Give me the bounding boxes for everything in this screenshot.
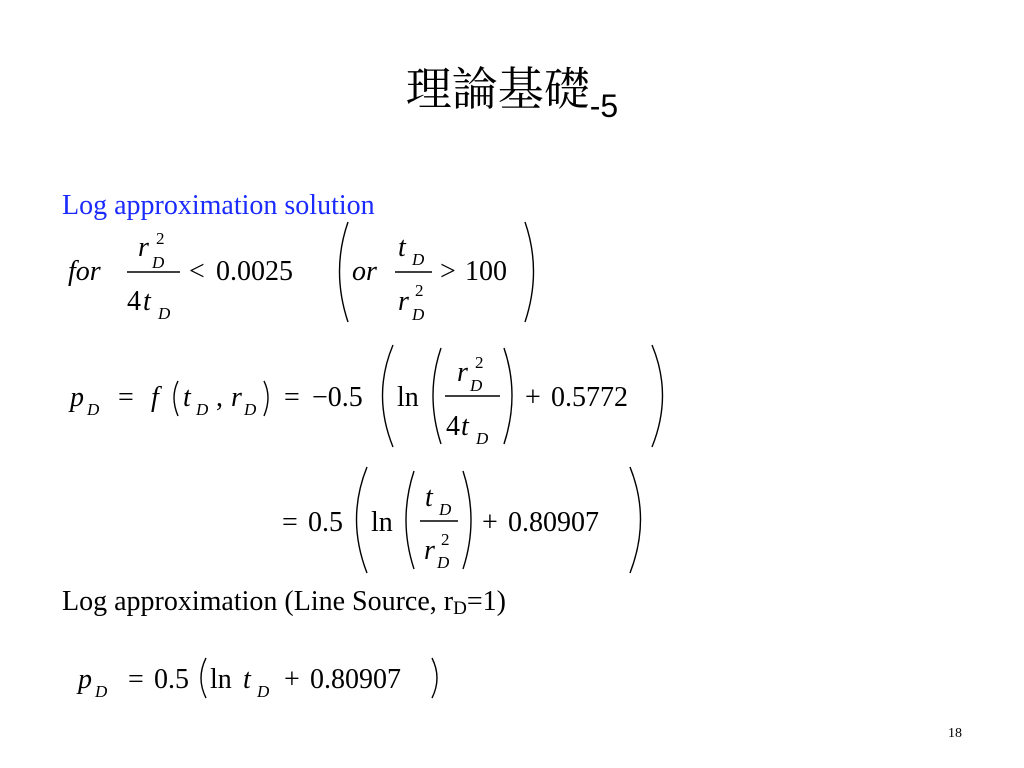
eq4-right-paren bbox=[432, 658, 437, 698]
eq1-num-sup: 2 bbox=[156, 229, 165, 248]
page-number: 18 bbox=[948, 726, 962, 741]
eq2-inner-right-paren bbox=[504, 348, 512, 444]
eq4-t: t bbox=[243, 664, 251, 695]
eq2-comma: , bbox=[216, 382, 223, 413]
heading2-subscript: D bbox=[453, 598, 467, 619]
eq4-equals: = bbox=[128, 664, 144, 695]
eq1-den2-r: r bbox=[398, 286, 409, 317]
heading2-end: =1) bbox=[466, 586, 506, 617]
eq2-num-sup: 2 bbox=[475, 353, 484, 372]
eq2-outer-left-paren bbox=[383, 345, 394, 447]
eq2-t-sub: D bbox=[196, 400, 209, 419]
eq4-left-paren bbox=[201, 658, 206, 698]
eq3-den-sub: D bbox=[437, 553, 450, 572]
eq1-greater-than: > bbox=[440, 256, 456, 287]
equation-1-validity-condition bbox=[68, 222, 534, 324]
equation-4-line-source bbox=[76, 658, 437, 701]
eq2-den-t: t bbox=[461, 411, 469, 442]
eq2-den-4: 4 bbox=[446, 411, 460, 442]
eq1-for: for bbox=[68, 256, 101, 287]
eq1-left-paren bbox=[340, 222, 349, 322]
eq2-fn-left-paren bbox=[174, 381, 178, 416]
eq1-or: or bbox=[352, 256, 377, 287]
eq2-den-sub: D bbox=[476, 429, 489, 448]
eq4-t-sub: D bbox=[257, 682, 270, 701]
equation-3-alternate-form bbox=[282, 467, 641, 573]
eq4-p: p bbox=[78, 664, 92, 695]
eq4-ln: ln bbox=[210, 664, 232, 695]
title-suffix: -5 bbox=[589, 88, 619, 124]
eq1-num2-sub: D bbox=[412, 250, 425, 269]
eq3-num-sub: D bbox=[439, 500, 452, 519]
eq3-inner-left-paren bbox=[406, 471, 414, 569]
eq2-equals-2: = bbox=[284, 382, 300, 413]
eq2-inner-left-paren bbox=[433, 348, 441, 444]
eq1-num2-t: t bbox=[398, 232, 406, 263]
eq1-den2-sup: 2 bbox=[415, 281, 424, 300]
eq3-outer-left-paren bbox=[357, 467, 368, 573]
eq2-outer-right-paren bbox=[652, 345, 663, 447]
eq2-ln: ln bbox=[397, 382, 419, 413]
eq3-plus: + bbox=[482, 507, 498, 538]
eq3-den-r: r bbox=[424, 535, 435, 566]
eq1-den-4: 4 bbox=[127, 286, 141, 317]
eq4-plus: + bbox=[284, 664, 300, 695]
eq2-p-sub: D bbox=[87, 400, 100, 419]
eq2-t: t bbox=[183, 382, 191, 413]
eq1-num-sub: D bbox=[152, 253, 165, 272]
eq3-coef: 0.5 bbox=[308, 507, 343, 538]
eq3-num-t: t bbox=[425, 482, 433, 513]
eq3-inner-right-paren bbox=[463, 471, 471, 569]
eq1-less-than: < bbox=[189, 256, 205, 287]
eq1-den2-sub: D bbox=[412, 305, 425, 324]
eq2-num-sub: D bbox=[470, 376, 483, 395]
eq2-num-r: r bbox=[457, 357, 468, 388]
eq1-num-r: r bbox=[138, 232, 149, 263]
eq3-equals: = bbox=[282, 507, 298, 538]
eq2-r: r bbox=[231, 382, 242, 413]
eq2-p: p bbox=[70, 382, 84, 413]
eq2-minus-coef: −0.5 bbox=[312, 382, 363, 413]
eq1-hundred: 100 bbox=[465, 256, 507, 287]
eq1-den-sub: D bbox=[158, 304, 171, 323]
eq4-const: 0.80907 bbox=[310, 664, 401, 695]
eq1-right-paren bbox=[525, 222, 534, 322]
eq2-plus: + bbox=[525, 382, 541, 413]
eq3-ln: ln bbox=[371, 507, 393, 538]
title-text: 理論基礎 bbox=[405, 62, 590, 116]
equation-2-pressure-solution bbox=[68, 345, 663, 448]
eq2-r-sub: D bbox=[244, 400, 257, 419]
eq3-const: 0.80907 bbox=[508, 507, 599, 538]
eq3-outer-right-paren bbox=[630, 467, 641, 573]
heading-log-approximation-solution: Log approximation solution bbox=[62, 190, 375, 221]
eq4-coef: 0.5 bbox=[154, 664, 189, 695]
eq2-fn-right-paren bbox=[264, 381, 268, 416]
eq2-const: 0.5772 bbox=[551, 382, 628, 413]
eq2-f: f bbox=[151, 382, 159, 413]
eq1-den-t: t bbox=[143, 286, 151, 317]
eq3-den-sup: 2 bbox=[441, 530, 450, 549]
heading2-main: Log approximation (Line Source, r bbox=[62, 586, 454, 617]
eq4-p-sub: D bbox=[95, 682, 108, 701]
eq1-value: 0.0025 bbox=[216, 256, 293, 287]
eq2-equals: = bbox=[118, 382, 134, 413]
